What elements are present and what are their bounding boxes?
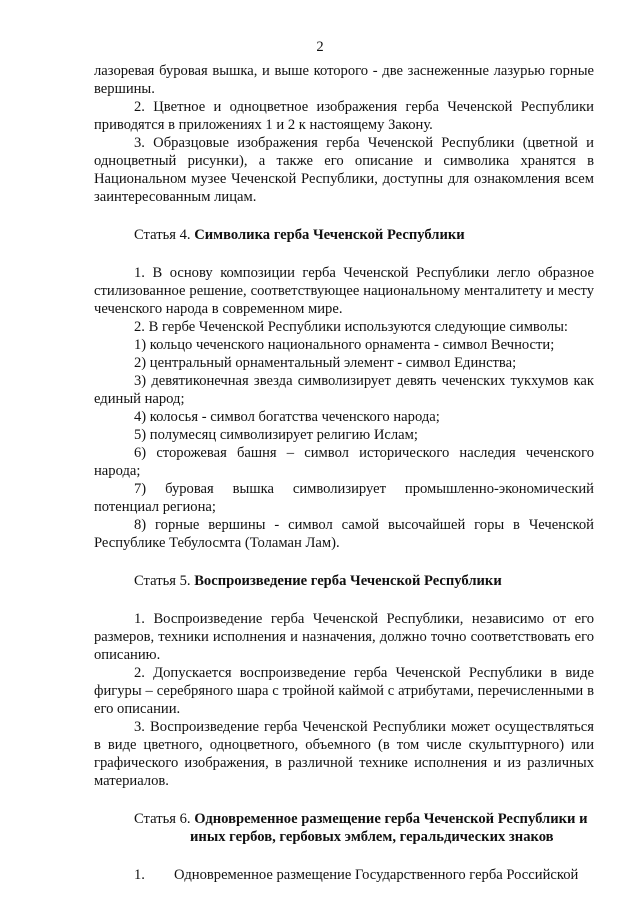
paragraph: 1. Воспроизведение герба Чеченской Республики, независимо от его размеров, техники исполнения и назначения, должно точно соответствовать его описанию. <box>94 611 594 663</box>
list-item: 4) колосья - символ богатства чеченского народа; <box>134 409 440 425</box>
list-item: 8) горные вершины - символ самой высочайшей горы в Чеченской Республике Тебулосмта (Толаман Лам). <box>94 517 594 551</box>
article-prefix: Статья 4. <box>134 227 191 243</box>
document-body <box>94 62 594 884</box>
item-number: 1. <box>134 867 145 883</box>
article-5-heading <box>94 572 594 590</box>
paragraph: 2. Допускается воспроизведение герба Чеченской Республики в виде фигуры – серебряного шара с тройной каймой с атрибутами, перечисленными в его описании. <box>94 665 594 717</box>
list-item: 1) кольцо чеченского национального орнамента - символ Вечности; <box>134 337 555 353</box>
paragraph: лазоревая буровая вышка, и выше которого - две заснеженные лазурью горные вершины. <box>94 63 594 97</box>
article-prefix: Статья 6. <box>134 811 191 827</box>
paragraph: 3. Воспроизведение герба Чеченской Республики может осуществляться в виде цветного, одноцветного, объемного (в том числе скульптурного) или графического изображения, в различной технике исполнения и из различных материалов. <box>94 719 594 789</box>
item-text: Одновременное размещение Государственного герба Российской <box>174 867 579 883</box>
paragraph: 3. Образцовые изображения герба Чеченской Республики (цветной и одноцветный рисунки), а также его описание и символика хранятся в Национальном музее Чеченской Республики, доступны для ознакомления всем заинтересованным лицам. <box>94 135 594 205</box>
article-title-continued: иных гербов, гербовых эмблем, геральдических знаков <box>190 829 554 845</box>
list-item: 6) сторожевая башня – символ исторического наследия чеченского народа; <box>94 445 594 479</box>
list-item: 7) буровая вышка символизирует промышленно-экономический потенциал региона; <box>94 481 594 515</box>
list-item <box>94 866 594 884</box>
paragraph: 2. Цветное и одноцветное изображения герба Чеченской Республики приводятся в приложениях 1 и 2 к настоящему Закону. <box>94 99 594 133</box>
article-title: Воспроизведение герба Чеченской Республики <box>194 573 502 589</box>
list-item: 5) полумесяц символизирует религию Ислам; <box>134 427 418 443</box>
article-6-heading <box>94 810 594 846</box>
paragraph: 2. В гербе Чеченской Республики используются следующие символы: <box>134 319 568 335</box>
paragraph: 1. В основу композиции герба Чеченской Республики легло образное стилизованное решение, соответствующее национальному менталитету и месту чеченского народа в современном мире. <box>94 265 594 317</box>
list-item: 3) девятиконечная звезда символизирует девять чеченских тукхумов как единый народ; <box>94 373 594 407</box>
article-prefix: Статья 5. <box>134 573 191 589</box>
article-4-heading <box>94 226 594 244</box>
page-number: 2 <box>316 39 324 55</box>
list-item: 2) центральный орнаментальный элемент - символ Единства; <box>134 355 517 371</box>
article-title: Символика герба Чеченской Республики <box>194 227 465 243</box>
article-title: Одновременное размещение герба Чеченской Республики и <box>194 811 588 827</box>
